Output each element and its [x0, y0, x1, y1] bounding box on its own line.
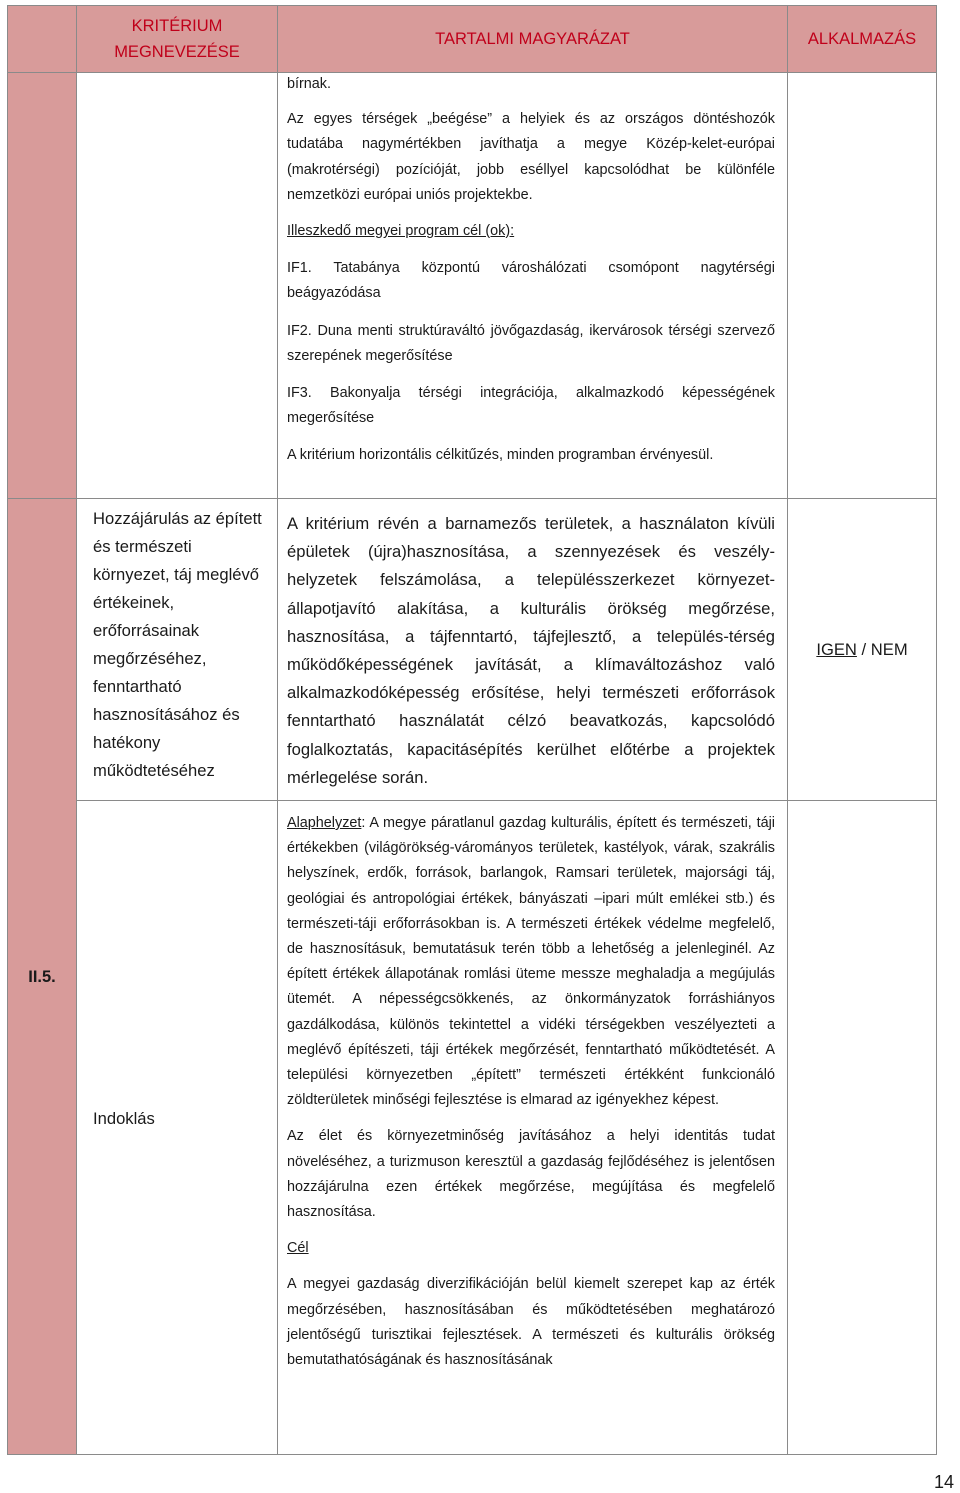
header-content — [277, 5, 788, 73]
header-application — [787, 5, 937, 73]
baseline-colon: : — [361, 815, 366, 831]
application-cell-continued — [787, 72, 937, 499]
header-criterion-name — [76, 5, 278, 73]
justification-label: Indoklás — [93, 1109, 155, 1128]
application-no: NEM — [870, 640, 908, 659]
criterion-content — [287, 510, 775, 792]
continuation-paragraph: Az egyes térségek „beégése” a helyiek és az országos döntéshozók tudatába nagymértékben javíthatja a megye Közép-kelet-európai (makrotérségi) pozícióját, jobb eséllyel kapcsolódhat be különféle nemzetközi európai uniós projektekbe. — [287, 111, 775, 203]
code-cell-continued — [7, 72, 77, 499]
criterion-name: Hozzájárulás az épített és természeti környezet, táj meglévő értékeinek, erőforrásainak megőrzéséhez, fenntartható hasznosításához és hatékony működtetéséhez — [93, 509, 262, 780]
program-label: Illeszkedő megyei program cél (ok): — [287, 223, 515, 240]
page-number: 14 — [933, 1472, 954, 1492]
justification-content — [287, 811, 775, 1373]
header-content-label: TARTALMI MAGYARÁZAT — [435, 30, 630, 48]
header-application-label: ALKALMAZÁS — [807, 30, 917, 48]
goal-label: Cél — [287, 1240, 309, 1257]
application-yes: IGEN — [816, 640, 857, 659]
program-if2: IF2. Duna menti struktúraváltó jövőgazdaság, ikervárosok térségi szervező szerepének megerősítése — [287, 322, 775, 364]
continuation-text — [287, 72, 775, 469]
justification-paragraph-2: Az élet és környezetminőség javításához a helyi identitás tudat növeléséhez, a turizmuson keresztül a gazdaság fejlődéséhez is jelentősen hozzájárulna ezen értékek megőrzése, megújítása és megfelelő hasznosítása. — [287, 1128, 775, 1221]
application-choice — [787, 640, 937, 660]
program-if3: IF3. Bakonyalja térségi integrációja, alkalmazkodó képességének megerősítése — [287, 385, 775, 427]
goal-paragraph: A megyei gazdaság diverzifikációján belül kiemelt szerepet kap az érték megőrzésében, hasznosításában és működtetésében meghatározó jelentőségű turisztikai fejlesztések. A természeti és kulturális örökség bemutathatóságának és hasznosításának — [287, 1276, 775, 1369]
program-if1: IF1. Tatabánya központú városhálózati csomópont nagytérségi beágyazódása — [287, 260, 775, 302]
criterion-content-text: A kritérium révén a barnamezős területek, a használaton kívüli épületek (újra)hasznosítása, a szennyezések és veszély-helyzetek felszámolása, a településszerkezet környezet-állapotjavító alakítása, a kulturális örökség megőrzése, hasznosítása, a tájfenntartó, tájfejlesztő, a település-térség működőképességének javítását, a klímaváltozáshoz való alkalmazkodóképesség erősítése, helyi természeti erőforrások fenntartható használatát célzó beavatkozás, kapcsolódó foglalkoztatás, kapacitásépítés kerülhet előtérbe a projektek mérlegelése során. — [287, 514, 775, 787]
criterion-code: II.5. — [28, 968, 56, 986]
continuation-fragment: bírnak. — [287, 76, 331, 92]
baseline-text: A megye páratlanul gazdag kulturális, épített és természeti, táji értékekben (világörökség-várományos területek, kastélyok, várak, szakrális helyszínek, erdők, források, barlangok, Ramsari területek, majorsági táj, geológiai és antropológiai értékek, bányászati –ipari múlt emlékei stb.) és természeti-táji erőforrásokban is. A természeti értékek védelme megfelelő, de hasznosításuk, bemutatásuk terén több a lehetőség a jelenleginél. Az épített értékek állapotának romlási üteme messze meghaladja a megújulás ütemét. A népességcsökkenés, az önkormányzatok forráshiányos gazdálkodása, különös tekintettel a vidéki térségekben veszélyezteti a meglévő építészeti, táji értékek megőrzését, fenntartható működtetését. A települési környezetben „épített” természeti értékként funkcionáló zöldterületek minőségi fejlesztése is elmarad az igényekhez képest. — [287, 815, 775, 1109]
baseline-paragraph — [287, 811, 775, 1113]
baseline-label: Alaphelyzet — [287, 815, 362, 831]
justification-application-cell — [787, 800, 937, 1455]
application-separator: / — [856, 640, 871, 659]
header-criterion-name-label: KRITÉRIUM MEGNEVEZÉSE — [114, 17, 240, 61]
name-cell-continued — [76, 72, 278, 499]
horizontal-note: A kritérium horizontális célkitűzés, minden programban érvényesül. — [287, 447, 714, 464]
header-blank-cell — [7, 5, 77, 73]
